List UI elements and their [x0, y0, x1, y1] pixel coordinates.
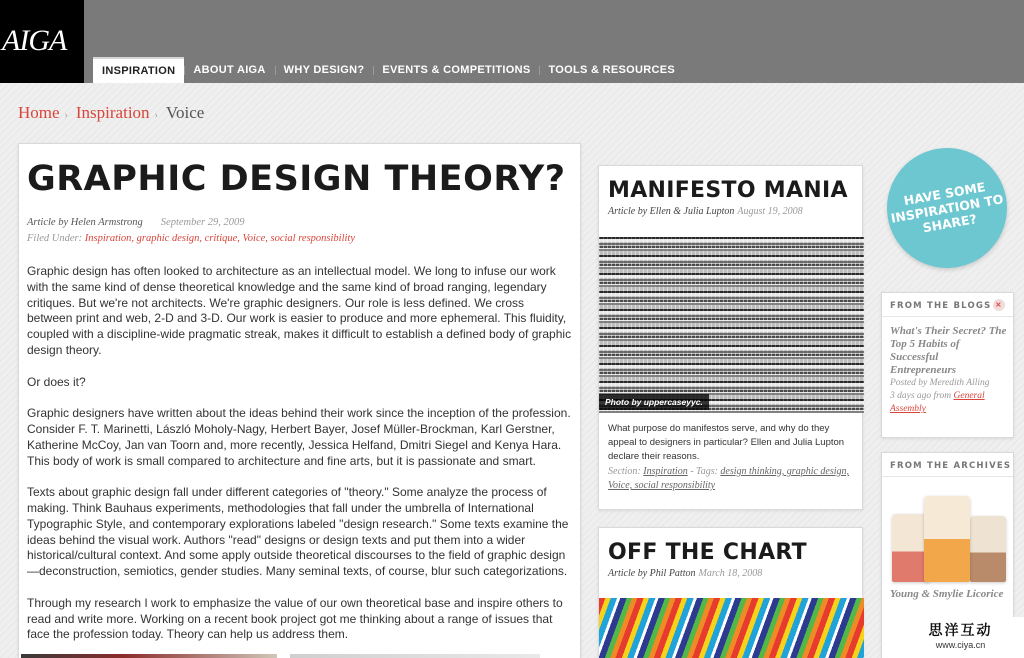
tag-links[interactable]: design thinking, graphic design, Voice, social responsibility — [608, 466, 850, 491]
main-nav — [93, 57, 684, 83]
close-icon[interactable]: × — [993, 299, 1005, 311]
article-date: September 29, 2009 — [160, 217, 245, 228]
nav-why-design[interactable]: WHY DESIGN? — [275, 57, 374, 83]
licorice-bag — [924, 496, 970, 582]
aiga-logo[interactable]: AIGA — [0, 0, 84, 83]
article-filed-under — [27, 233, 572, 244]
card-byline: Article by Phil Patton — [608, 568, 696, 579]
filed-under-label: Filed Under: — [27, 233, 83, 244]
card-date: August 19, 2008 — [737, 206, 803, 217]
nav-events-competitions[interactable]: EVENTS & COMPETITIONS — [373, 57, 539, 83]
article-byline: Article by Helen Armstrong — [27, 217, 143, 228]
article-meta — [27, 217, 572, 228]
from-the-blogs-box — [881, 292, 1014, 438]
article-tags[interactable]: Inspiration, graphic design, critique, Voice, social responsibility — [84, 233, 356, 244]
article-thumbnails — [19, 654, 582, 658]
archives-heading: FROM THE ARCHIVES — [890, 461, 1012, 471]
main-article — [18, 143, 581, 658]
blog-posted-ago: 3 days ago from — [890, 391, 952, 401]
card-title[interactable]: OFF THE CHART — [608, 540, 807, 565]
article-thumbnail[interactable] — [21, 654, 277, 658]
licorice-bag — [970, 516, 1006, 582]
photo-credit: Photo by uppercaseyyc. — [599, 394, 709, 410]
card-meta — [599, 564, 862, 579]
nav-about-aiga[interactable]: ABOUT AIGA — [184, 57, 274, 83]
licorice-bags-image[interactable] — [886, 487, 1009, 582]
card-byline: Article by Ellen & Julia Lupton — [608, 206, 735, 217]
striped-photo[interactable] — [599, 598, 864, 658]
watermark-url: www.ciya.cn — [935, 640, 986, 650]
article-paragraph: Or does it? — [27, 374, 86, 389]
article-paragraph: Through my research I work to emphasize the value of our own theoretical base and inspire others to read and write more. Working on a recent book project got me thinking about a range of issues that face the profession today. Theory can help us address them. — [27, 595, 563, 642]
watermark-text: 思洋互动 — [928, 623, 993, 639]
card-meta — [599, 202, 862, 217]
article-thumbnail[interactable] — [290, 654, 540, 658]
tags-label: - Tags: — [690, 466, 718, 477]
blogs-heading: FROM THE BLOGS — [890, 301, 992, 311]
article-body — [27, 264, 572, 643]
article-paragraph: Graphic designers have written about the ideas behind their work since the inception of the profession. Consider F. T. Marinetti, László Moholy-Nagy, Herbert Bayer, Josef Müller-Brockman, Karl Gerstner, Katherine McCoy, Jan van Toorn and, more recently, Jessica Helfand, Dmitri Siegel and Kenya Hara. This body of work is small compared to architecture and fine arts, but it is passionate and smart. — [27, 406, 571, 468]
card-section-tags — [608, 465, 858, 493]
side-heading — [882, 453, 1013, 477]
breadcrumb-inspiration[interactable]: Inspiration — [75, 103, 150, 122]
section-label: Section: — [608, 466, 641, 477]
side-heading — [882, 293, 1013, 317]
top-header — [0, 0, 1024, 83]
archive-title[interactable]: Young & Smylie Licorice — [890, 588, 1004, 600]
breadcrumb-separator: › — [64, 110, 68, 121]
card-off-the-chart — [598, 527, 863, 658]
breadcrumb-current: Voice — [165, 103, 205, 122]
article-paragraph: Texts about graphic design fall under different categories of "theory." Some analyze the process of making. Think Bauhaus experiments, methodologies that fall under the umbrella of International Typographic Style, and contemporary explorations labeled "design research." Some texts examine the ideas behind the visual work. Authors "read" designs or design texts and put them into a wider historical/cultural context. And some apply outside theoretical discourses to the field of graphic design—deconstruction, semiotics, gender studies. Many seminal texts, of course, blur such categorizations. — [27, 485, 569, 579]
section-link[interactable]: Inspiration — [643, 466, 688, 477]
card-title[interactable]: MANIFESTO MANIA — [608, 178, 848, 203]
breadcrumb-home[interactable]: Home — [18, 103, 60, 122]
blog-source-link[interactable]: General Assembly — [890, 391, 985, 414]
article-paragraph: Graphic design has often looked to architecture as an intellectual model. We long to infuse our work with the same kind of dense theoretical knowledge and the same kind of broad ranging, legendary critiques. But we're not architects. We're graphic designers. Our role is less defined. We cross between print and web, 2-D and 3-D. Our work is easier to produce and more ephemeral. This fluidity, coupled with a discipline-wide pragmatic streak, makes it difficult to establish a defined body of graphic design theory. — [27, 264, 572, 357]
card-description: What purpose do manifestos serve, and why do they appeal to designers in particular? Ellen and Julia Lupton declare their reasons. — [608, 423, 845, 462]
watermark — [897, 617, 1024, 658]
article-title: GRAPHIC DESIGN THEORY? — [27, 159, 566, 199]
breadcrumb — [18, 103, 204, 123]
share-inspiration-button[interactable]: HAVE SOME INSPIRATION TO SHARE? — [877, 138, 1016, 277]
nav-inspiration[interactable]: INSPIRATION — [93, 57, 184, 83]
card-manifesto-mania — [598, 165, 863, 510]
card-date: March 18, 2008 — [698, 568, 763, 579]
blog-post-meta — [882, 377, 1013, 416]
blog-posted-by: Posted by Meredith Alling — [890, 378, 990, 388]
breadcrumb-separator: › — [154, 110, 158, 121]
manifesto-photo[interactable] — [599, 237, 864, 413]
nav-tools-resources[interactable]: TOOLS & RESOURCES — [539, 57, 684, 83]
blog-post-title[interactable]: What's Their Secret? The Top 5 Habits of Successful Entrepreneurs — [890, 325, 1007, 376]
